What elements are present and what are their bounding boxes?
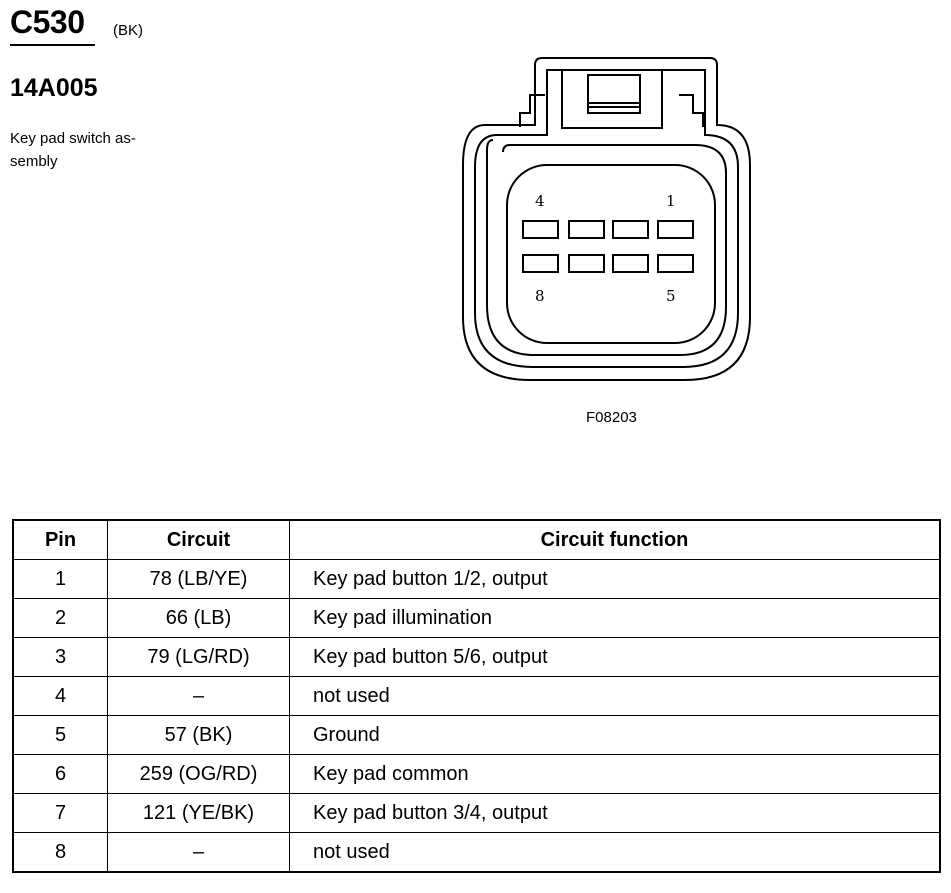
function-cell: Key pad illumination [290,599,941,638]
function-cell: Key pad button 1/2, output [290,560,941,599]
table-row [13,794,940,833]
pin-terminal [613,255,648,272]
pin-terminal [613,221,648,238]
table-row [13,599,940,638]
pin-label-1: 1 [666,192,676,210]
figure-id: F08203 [586,409,637,426]
housing-rim [475,70,738,367]
pin-label-4: 4 [535,192,545,210]
pin-terminal [569,255,604,272]
part-number: 14A005 [10,74,98,102]
pin-cell: 5 [13,716,108,755]
function-cell: not used [290,833,941,873]
function-cell: not used [290,677,941,716]
table-row [13,677,940,716]
circuit-cell: 57 (BK) [108,716,290,755]
table-row [13,755,940,794]
pin-cell: 1 [13,560,108,599]
pin-cell: 3 [13,638,108,677]
pin-cell: 2 [13,599,108,638]
function-cell: Key pad button 3/4, output [290,794,941,833]
table-header-row [13,520,940,560]
header-circuit: Circuit [108,520,290,560]
function-cell: Key pad button 5/6, output [290,638,941,677]
pin-label-8: 8 [535,287,545,305]
header-pin: Pin [13,520,108,560]
connector-id: C530 [10,4,85,40]
function-cell: Ground [290,716,941,755]
connector-id-underline [10,44,95,46]
pin-terminal [569,221,604,238]
table-row [13,560,940,599]
function-cell: Key pad common [290,755,941,794]
pin-cell: 4 [13,677,108,716]
pin-terminal [523,255,558,272]
pin-label-5: 5 [666,287,676,305]
table-row [13,638,940,677]
table-row [13,833,940,873]
pin-terminal [658,221,693,238]
circuit-cell: 78 (LB/YE) [108,560,290,599]
connector-face-diagram [455,55,755,385]
pin-cell: 6 [13,755,108,794]
pin-terminal [658,255,693,272]
pin-cell: 7 [13,794,108,833]
circuit-cell: 66 (LB) [108,599,290,638]
connector-description: Key pad switch as-sembly [10,130,136,170]
circuit-cell: 259 (OG/RD) [108,755,290,794]
header-circuit-function: Circuit function [290,520,941,560]
pin-terminal [523,221,558,238]
connector-color: (BK) [113,22,143,39]
circuit-cell: 79 (LG/RD) [108,638,290,677]
circuit-cell: – [108,677,290,716]
circuit-cell: 121 (YE/BK) [108,794,290,833]
pin-table [12,519,941,873]
circuit-cell: – [108,833,290,873]
pin-cell: 8 [13,833,108,873]
table-row [13,716,940,755]
